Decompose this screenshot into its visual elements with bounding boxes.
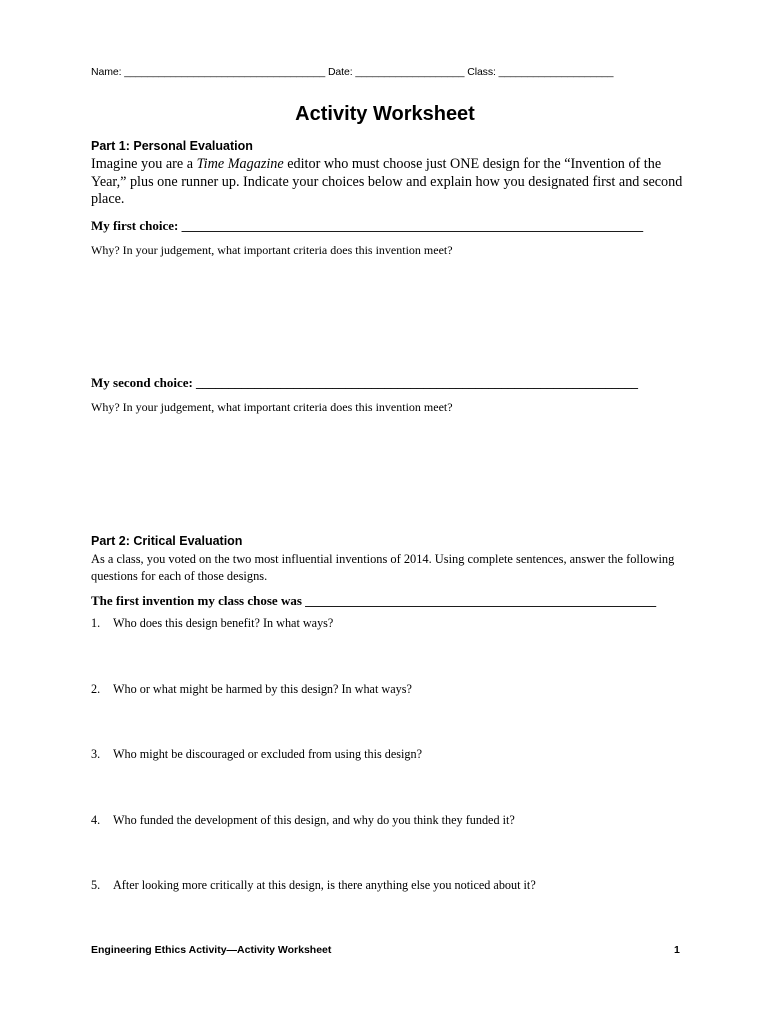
page-number: 1	[674, 944, 680, 956]
question-number: 3.	[91, 747, 101, 761]
page-title: Activity Worksheet	[295, 103, 475, 125]
part1-instructions-end: editor who must choose just ONE design for the “Invention of the Year,” plus one runner up. Indicate your choices below and explain how you designated first and second place.	[91, 156, 683, 207]
question-text: After looking more critically at this design, is there anything else you noticed about it?	[113, 878, 536, 892]
question-text: Who or what might be harmed by this design? In what ways?	[113, 682, 412, 696]
first-invention-field: The first invention my class chose was ______________________________________________________	[91, 593, 657, 608]
part2-heading: Part 2: Critical Evaluation	[91, 534, 243, 548]
question-text: Who does this design benefit? In what ways?	[113, 616, 334, 630]
question-item	[91, 813, 515, 828]
question-text: Who might be discouraged or excluded from using this design?	[113, 747, 423, 761]
question-item	[91, 747, 422, 762]
time-magazine-title: Time Magazine	[196, 156, 284, 172]
part1-instructions	[91, 156, 691, 209]
question-item	[91, 682, 412, 697]
question-number: 1.	[91, 616, 101, 630]
part1-heading: Part 1: Personal Evaluation	[91, 139, 253, 153]
first-choice-why-prompt: Why? In your judgement, what important criteria does this invention meet?	[91, 243, 453, 257]
question-item	[91, 616, 333, 631]
footer-title: Engineering Ethics Activity—Activity Worksheet	[91, 944, 332, 956]
first-choice-field: My first choice: _______________________________________________________________________	[91, 218, 644, 233]
part2-instructions: As a class, you voted on the two most influential inventions of 2014. Using complete sentences, answer the following questions for each of those designs.	[91, 552, 675, 583]
second-choice-field: My second choice: ____________________________________________________________________	[91, 375, 639, 390]
part1-instructions-start: Imagine you are a	[91, 156, 197, 172]
question-number: 5.	[91, 878, 101, 892]
question-item	[91, 878, 536, 893]
question-number: 4.	[91, 813, 101, 827]
second-choice-why-prompt: Why? In your judgement, what important criteria does this invention meet?	[91, 400, 453, 414]
question-number: 2.	[91, 682, 101, 696]
header-name-date-class-line: Name: ___________________________________ Date: ___________________ Class: ____________________	[91, 66, 614, 78]
question-text: Who funded the development of this design, and why do you think they funded it?	[113, 813, 515, 827]
